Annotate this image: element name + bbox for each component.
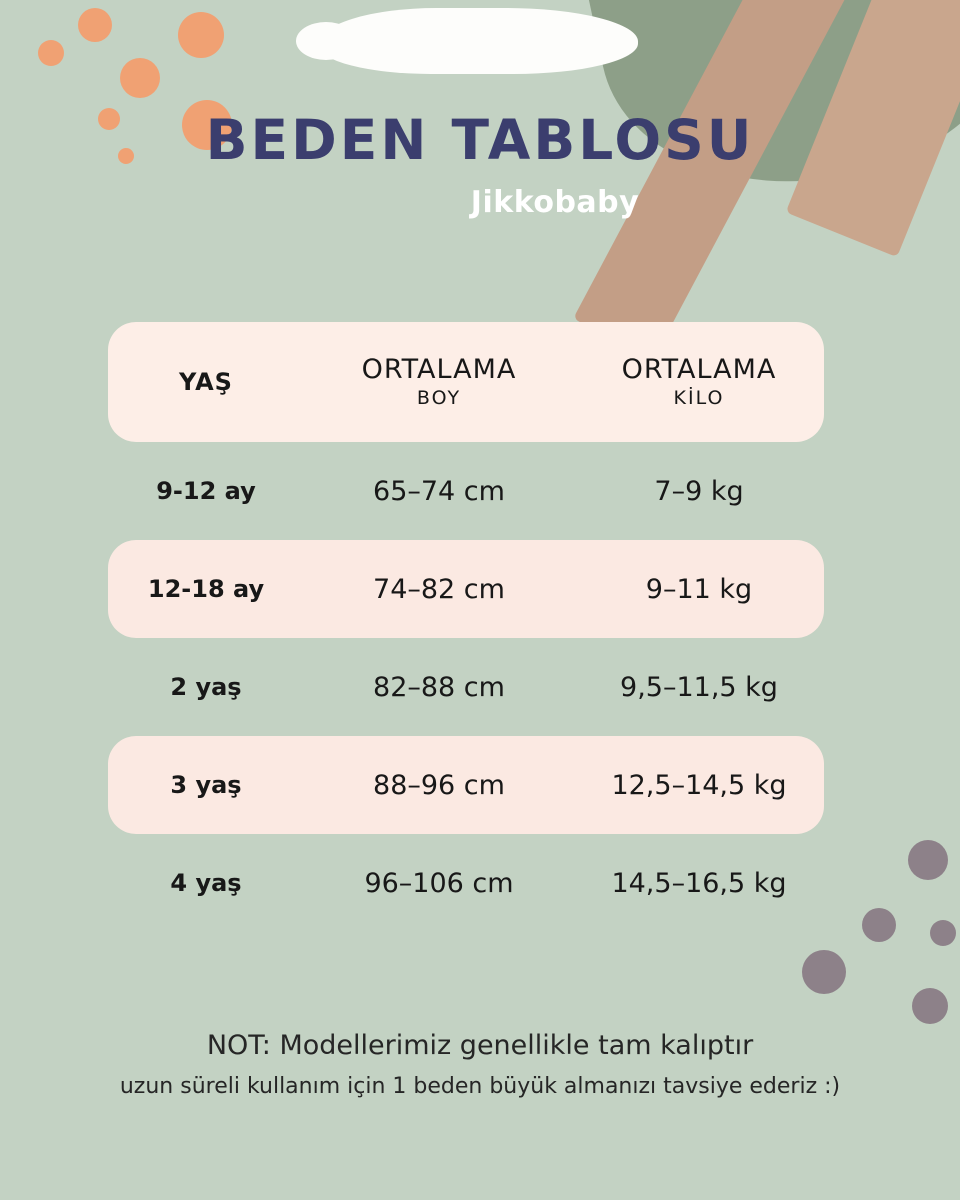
footer-note [0, 1030, 960, 1103]
orange-dot-icon [178, 12, 224, 58]
cell-age: 3 yaş [170, 771, 242, 799]
cell-weight: 12,5–14,5 kg [611, 769, 787, 801]
table-row [108, 540, 824, 638]
cell-height: 65–74 cm [373, 475, 505, 507]
grey-dot-icon [802, 950, 846, 994]
column-header-height-label: ORTALAMA [361, 354, 517, 386]
grey-dot-icon [912, 988, 948, 1024]
grey-dot-icon [930, 920, 956, 946]
cell-height: 88–96 cm [373, 769, 505, 801]
cell-age: 2 yaş [170, 673, 242, 701]
footer-note-primary: NOT: Modellerimiz genellikle tam kalıptır [206, 1030, 754, 1061]
table-header-row [108, 322, 824, 442]
column-header-height [304, 353, 574, 411]
cell-height: 74–82 cm [373, 573, 505, 605]
column-header-age [108, 367, 304, 397]
orange-dot-icon [38, 40, 64, 66]
column-header-weight [574, 353, 824, 411]
table-row [108, 834, 824, 932]
size-table [108, 322, 824, 932]
footer-note-secondary: uzun süreli kullanım için 1 beden büyük almanızı tavsiye ederiz :) [119, 1074, 841, 1099]
grey-dot-icon [908, 840, 948, 880]
table-row [108, 736, 824, 834]
column-header-weight-label: ORTALAMA [621, 354, 777, 386]
cell-height: 96–106 cm [364, 867, 514, 899]
grey-dot-icon [862, 908, 896, 942]
cell-weight: 14,5–16,5 kg [611, 867, 787, 899]
cell-age: 12-18 ay [147, 575, 265, 603]
cell-age: 4 yaş [170, 869, 242, 897]
brand-name: Jikkobaby [470, 185, 640, 220]
white-brush-stroke [318, 8, 638, 74]
cell-weight: 9–11 kg [645, 573, 753, 605]
orange-dot-icon [120, 58, 160, 98]
table-row [108, 638, 824, 736]
table-row [108, 442, 824, 540]
cell-height: 82–88 cm [373, 671, 505, 703]
column-header-weight-sub: KİLO [673, 387, 725, 409]
cell-age: 9-12 ay [156, 477, 256, 505]
column-header-height-sub: BOY [416, 387, 462, 409]
orange-dot-icon [78, 8, 112, 42]
page-title: BEDEN TABLOSU [205, 108, 755, 172]
column-header-age-label: YAŞ [179, 368, 233, 396]
cell-weight: 7–9 kg [654, 475, 744, 507]
cell-weight: 9,5–11,5 kg [620, 671, 778, 703]
